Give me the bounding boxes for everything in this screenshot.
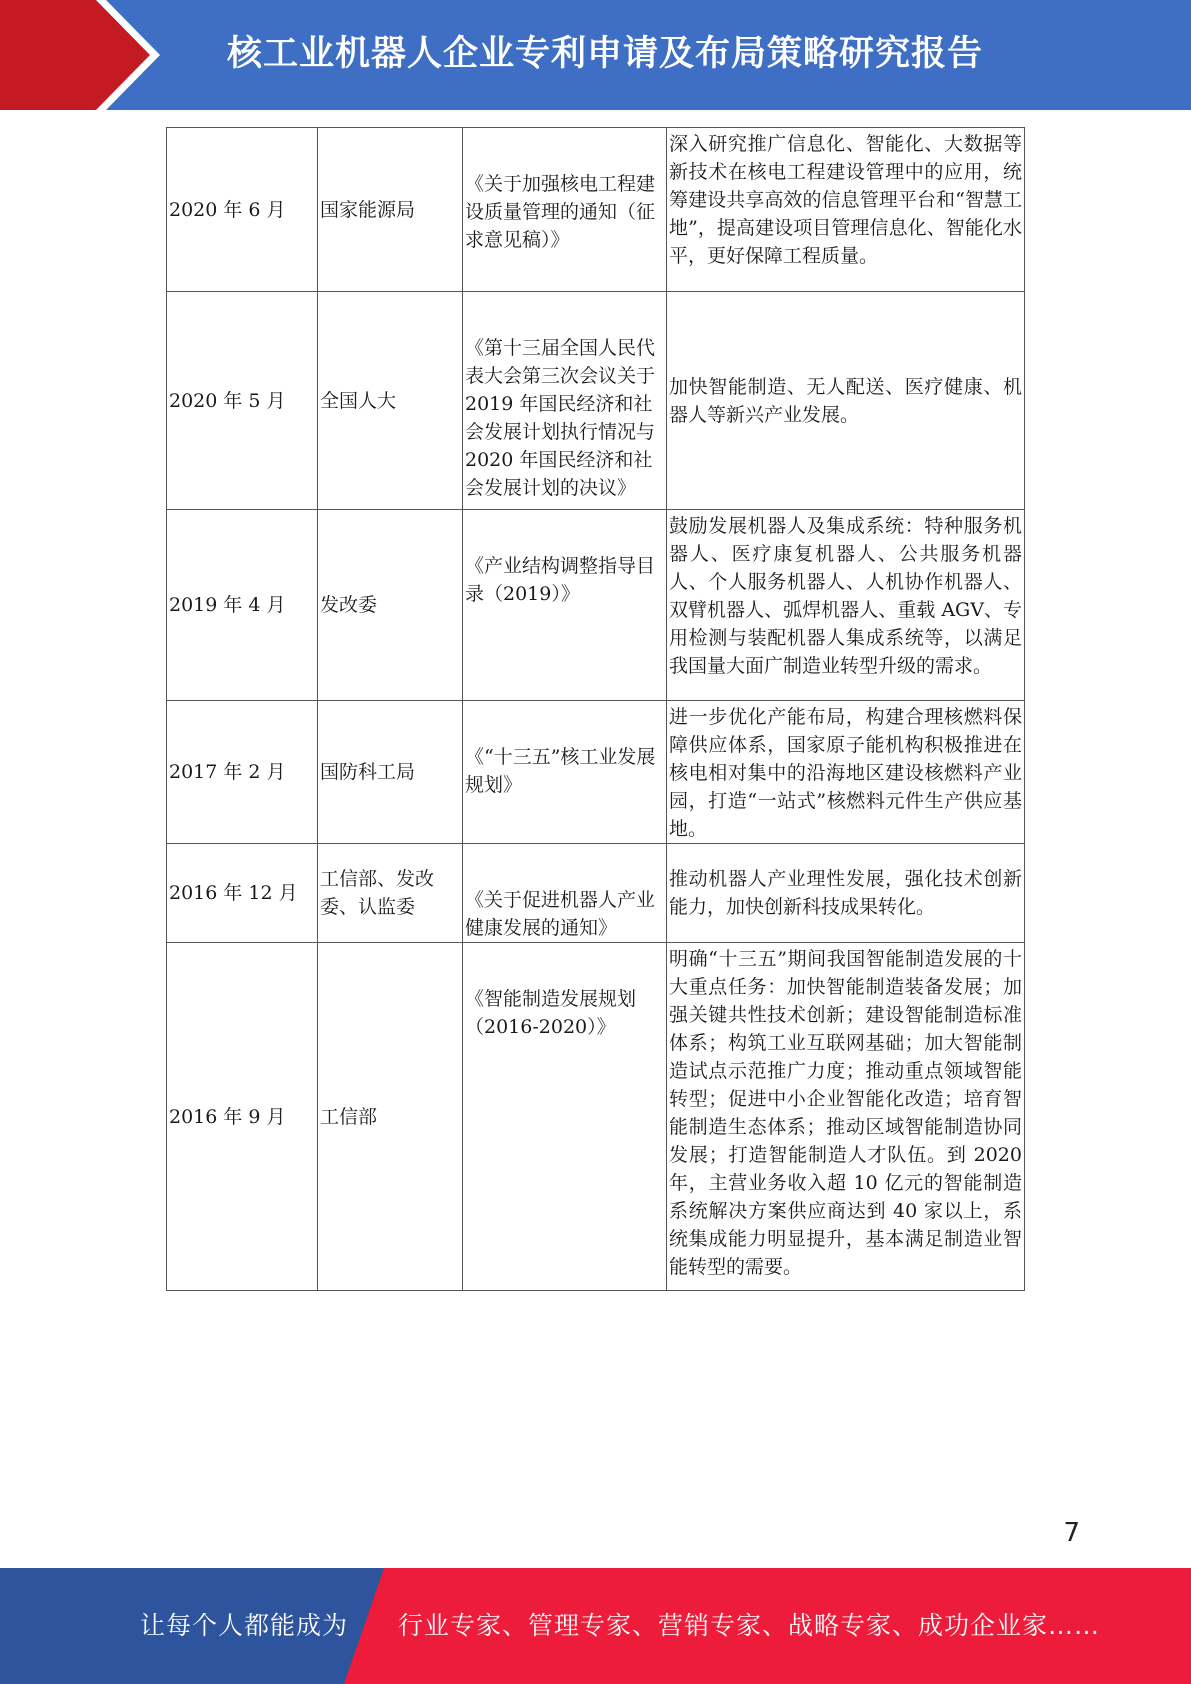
table-row — [167, 943, 1025, 1291]
table-row — [167, 844, 1025, 943]
policy-table — [166, 127, 1025, 1291]
table-row — [167, 701, 1025, 844]
header-banner — [0, 0, 1191, 110]
document-cell: 《智能制造发展规划（2016-2020）》 — [463, 943, 667, 1291]
date-cell: 2017 年 2 月 — [167, 701, 318, 844]
document-cell: 《关于加强核电工程建设质量管理的通知（征求意见稿）》 — [463, 128, 667, 292]
content-cell: 深入研究推广信息化、智能化、大数据等新技术在核电工程建设管理中的应用，统筹建设共享高效的信息管理平台和“智慧工地”，提高建设项目管理信息化、智能化水平，更好保障工程质量。 — [667, 128, 1025, 292]
agency-cell: 全国人大 — [318, 292, 463, 510]
document-cell: 《“十三五”核工业发展规划》 — [463, 701, 667, 844]
agency-cell: 国家能源局 — [318, 128, 463, 292]
date-cell: 2019 年 4 月 — [167, 510, 318, 701]
agency-cell: 国防科工局 — [318, 701, 463, 844]
footer-banner — [0, 1568, 1191, 1684]
header-red-arrow — [0, 0, 150, 110]
document-cell: 《第十三届全国人民代表大会第三次会议关于 2019 年国民经济和社会发展计划执行情况与 2020 年国民经济和社会发展计划的决议》 — [463, 292, 667, 510]
content-cell: 加快智能制造、无人配送、医疗健康、机器人等新兴产业发展。 — [667, 292, 1025, 510]
report-title: 核工业机器人企业专利申请及布局策略研究报告 — [226, 34, 983, 74]
date-cell: 2016 年 9 月 — [167, 943, 318, 1291]
agency-cell: 工信部 — [318, 943, 463, 1291]
date-cell: 2020 年 5 月 — [167, 292, 318, 510]
agency-cell: 发改委 — [318, 510, 463, 701]
agency-cell: 工信部、发改委、认监委 — [318, 844, 463, 943]
table-row — [167, 510, 1025, 701]
table-row — [167, 292, 1025, 510]
table-row — [167, 128, 1025, 292]
content-cell: 鼓励发展机器人及集成系统：特种服务机器人、医疗康复机器人、公共服务机器人、个人服务机器人、人机协作机器人、双臂机器人、弧焊机器人、重载 AGV、专用检测与装配机器人集成系统等，以满足我国量大面广制造业转型升级的需求。 — [667, 510, 1025, 701]
footer-slogan-lead: 让每个人都能成为 — [140, 1611, 349, 1640]
document-cell: 《关于促进机器人产业健康发展的通知》 — [463, 844, 667, 943]
date-cell: 2020 年 6 月 — [167, 128, 318, 292]
footer-slogan-roles: 行业专家、管理专家、营销专家、战略专家、成功企业家…… — [398, 1611, 1101, 1640]
date-cell: 2016 年 12 月 — [167, 844, 318, 943]
content-cell: 进一步优化产能布局，构建合理核燃料保障供应体系，国家原子能机构积极推进在核电相对集中的沿海地区建设核燃料产业园，打造“一站式”核燃料元件生产供应基地。 — [667, 701, 1025, 844]
page-number: 7 — [1063, 1518, 1080, 1548]
content-cell: 推动机器人产业理性发展，强化技术创新能力，加快创新科技成果转化。 — [667, 844, 1025, 943]
content-cell: 明确“十三五”期间我国智能制造发展的十大重点任务：加快智能制造装备发展；加强关键共性技术创新；建设智能制造标准体系；构筑工业互联网基础；加大智能制造试点示范推广力度；推动重点领域智能转型；促进中小企业智能化改造；培育智能制造生态体系；推动区域智能制造协同发展；打造智能制造人才队伍。到 2020 年，主营业务收入超 10 亿元的智能制造系统解决方案供应商达到 40 家以上，系统集成能力明显提升，基本满足制造业智能转型的需要。 — [667, 943, 1025, 1291]
document-cell: 《产业结构调整指导目录（2019）》 — [463, 510, 667, 701]
